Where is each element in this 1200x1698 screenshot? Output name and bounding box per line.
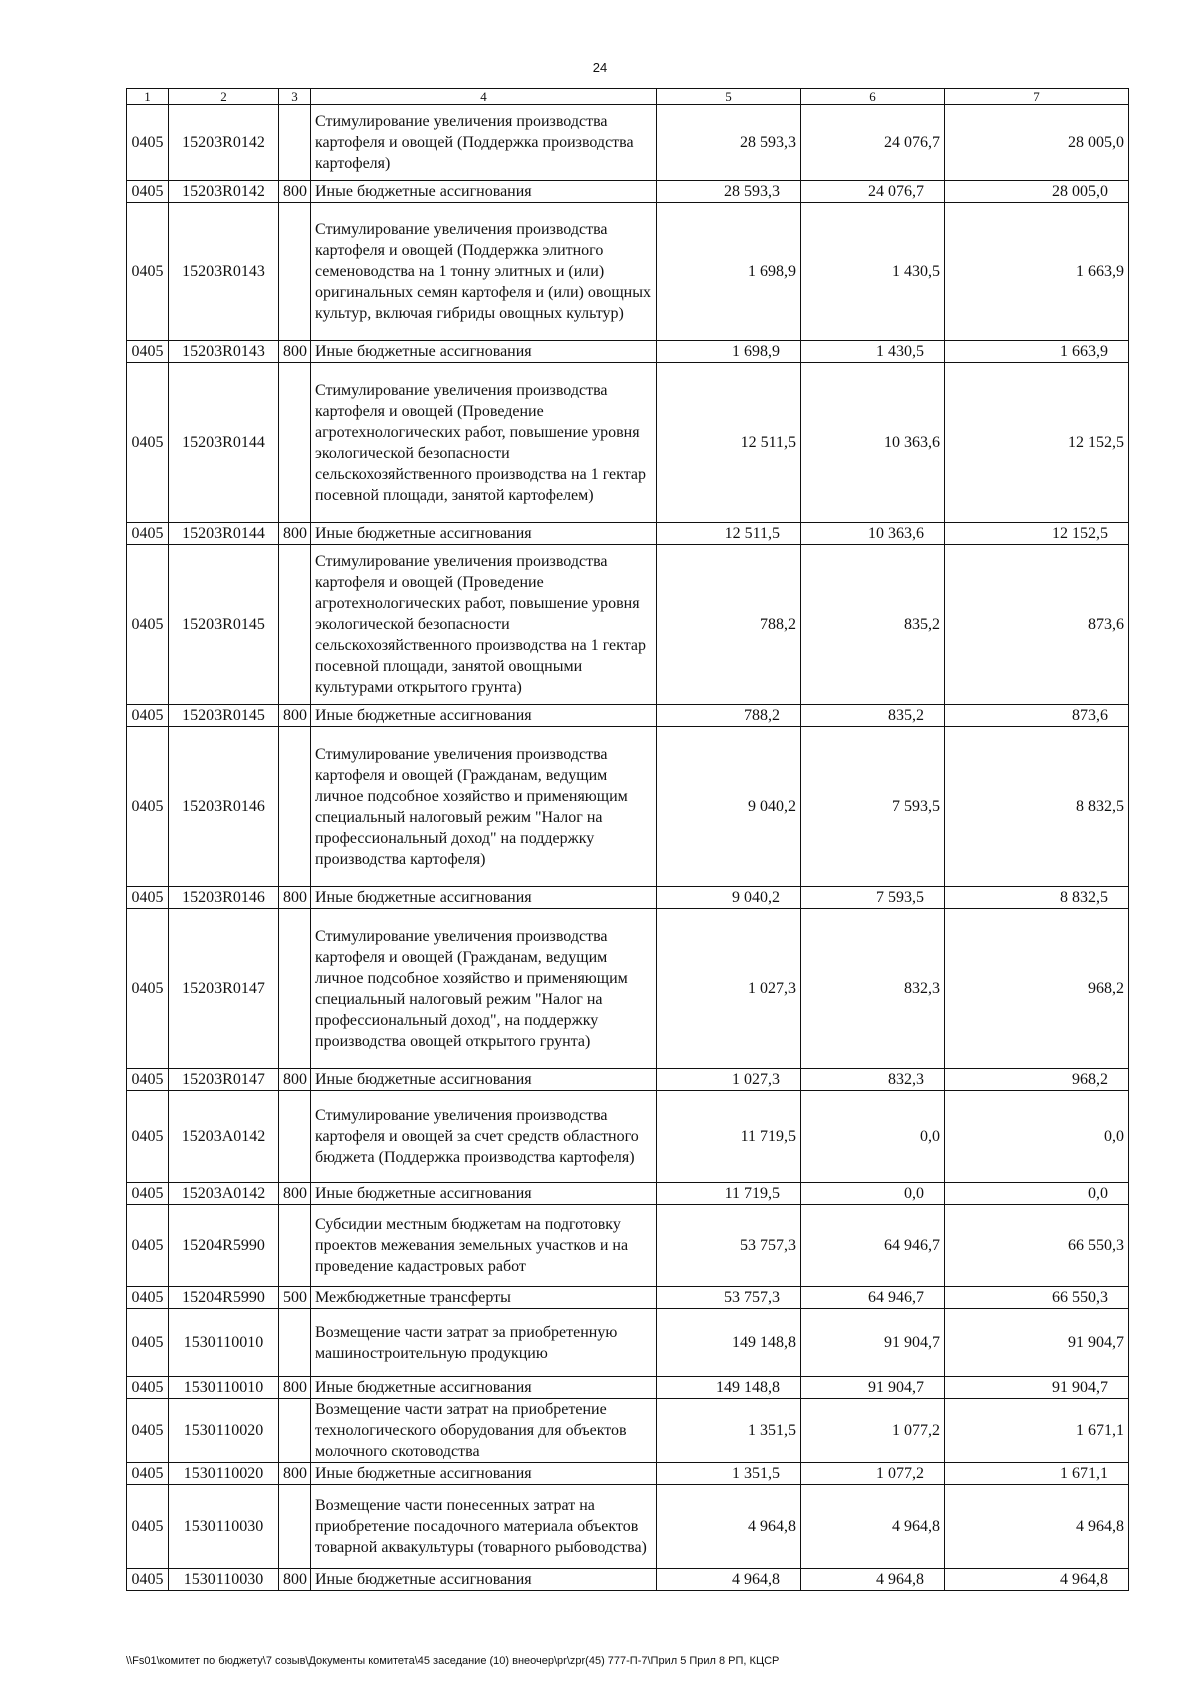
table-row: [127, 1287, 1129, 1309]
cell-expense-type: 800: [279, 1463, 311, 1485]
cell-value-col7: 8 832,5: [945, 727, 1129, 887]
table-row: [127, 341, 1129, 363]
cell-expense-type: [279, 1205, 311, 1287]
cell-value-col5: 1 027,3: [657, 909, 801, 1069]
cell-value-col6: 24 076,7: [801, 181, 945, 203]
cell-value-col6: 832,3: [801, 909, 945, 1069]
header-col-2: 2: [169, 89, 279, 105]
cell-section: 0405: [127, 545, 169, 705]
cell-value-col7: 66 550,3: [945, 1205, 1129, 1287]
cell-value-col7: 873,6: [945, 705, 1129, 727]
cell-value-col5: 28 593,3: [657, 105, 801, 181]
cell-value-col6: 835,2: [801, 705, 945, 727]
header-col-7: 7: [945, 89, 1129, 105]
cell-expense-type: 500: [279, 1287, 311, 1309]
table-row: [127, 1377, 1129, 1399]
cell-name: Возмещение части понесенных затрат на приобретение посадочного материала объектов товарной аквакультуры (товарного рыбоводства): [311, 1485, 657, 1569]
table-row: [127, 1485, 1129, 1569]
cell-value-col7: 8 832,5: [945, 887, 1129, 909]
cell-target-article: 15203R0142: [169, 105, 279, 181]
cell-section: 0405: [127, 203, 169, 341]
cell-target-article: 15203R0144: [169, 363, 279, 523]
table-row: [127, 545, 1129, 705]
cell-expense-type: [279, 1091, 311, 1183]
table-row: [127, 523, 1129, 545]
cell-expense-type: 800: [279, 705, 311, 727]
cell-value-col6: 64 946,7: [801, 1205, 945, 1287]
cell-name: Стимулирование увеличения производства картофеля и овощей (Гражданам, ведущим личное подсобное хозяйство и применяющим специальный налоговый режим "Налог на профессиональный доход", на поддержку производства овощей открытого грунта): [311, 909, 657, 1069]
cell-value-col7: 91 904,7: [945, 1377, 1129, 1399]
cell-value-col6: 64 946,7: [801, 1287, 945, 1309]
cell-name: Возмещение части затрат за приобретенную машиностроительную продукцию: [311, 1309, 657, 1377]
cell-value-col7: 4 964,8: [945, 1569, 1129, 1591]
cell-target-article: 15203R0142: [169, 181, 279, 203]
cell-value-col5: 1 698,9: [657, 341, 801, 363]
cell-name: Иные бюджетные ассигнования: [311, 1183, 657, 1205]
cell-value-col5: 4 964,8: [657, 1569, 801, 1591]
cell-value-col5: 11 719,5: [657, 1183, 801, 1205]
cell-value-col7: 4 964,8: [945, 1485, 1129, 1569]
cell-value-col7: 0,0: [945, 1091, 1129, 1183]
cell-target-article: 15203R0144: [169, 523, 279, 545]
cell-section: 0405: [127, 1091, 169, 1183]
cell-target-article: 15203R0147: [169, 909, 279, 1069]
table-row: [127, 181, 1129, 203]
cell-target-article: 1530110020: [169, 1399, 279, 1463]
cell-value-col6: 4 964,8: [801, 1569, 945, 1591]
cell-target-article: 15203R0146: [169, 887, 279, 909]
table-row: [127, 727, 1129, 887]
cell-expense-type: [279, 727, 311, 887]
cell-expense-type: [279, 545, 311, 705]
cell-target-article: 15203A0142: [169, 1183, 279, 1205]
cell-target-article: 1530110030: [169, 1569, 279, 1591]
cell-value-col7: 873,6: [945, 545, 1129, 705]
cell-section: 0405: [127, 1569, 169, 1591]
table-row: [127, 705, 1129, 727]
cell-name: Стимулирование увеличения производства картофеля и овощей (Поддержка производства картофеля): [311, 105, 657, 181]
cell-value-col5: 1 027,3: [657, 1069, 801, 1091]
cell-section: 0405: [127, 909, 169, 1069]
cell-value-col5: 12 511,5: [657, 363, 801, 523]
cell-name: Иные бюджетные ассигнования: [311, 1377, 657, 1399]
cell-name: Стимулирование увеличения производства картофеля и овощей (Проведение агротехнологических работ, повышение уровня экологической безопасности сельскохозяйственного производства на 1 гектар посевной площади, занятой картофелем): [311, 363, 657, 523]
cell-section: 0405: [127, 1069, 169, 1091]
cell-expense-type: 800: [279, 341, 311, 363]
cell-section: 0405: [127, 363, 169, 523]
cell-value-col5: 1 351,5: [657, 1463, 801, 1485]
cell-value-col7: 91 904,7: [945, 1309, 1129, 1377]
cell-expense-type: 800: [279, 1569, 311, 1591]
cell-target-article: 15204R5990: [169, 1205, 279, 1287]
cell-name: Иные бюджетные ассигнования: [311, 1069, 657, 1091]
cell-name: Иные бюджетные ассигнования: [311, 705, 657, 727]
cell-name: Иные бюджетные ассигнования: [311, 341, 657, 363]
cell-name: Возмещение части затрат на приобретение технологического оборудования для объектов молочного скотоводства: [311, 1399, 657, 1463]
cell-value-col6: 0,0: [801, 1091, 945, 1183]
cell-section: 0405: [127, 1399, 169, 1463]
cell-name: Стимулирование увеличения производства картофеля и овощей (Гражданам, ведущим личное подсобное хозяйство и применяющим специальный налоговый режим "Налог на профессиональный доход" на поддержку производства картофеля): [311, 727, 657, 887]
cell-expense-type: 800: [279, 523, 311, 545]
cell-value-col7: 12 152,5: [945, 523, 1129, 545]
cell-value-col6: 91 904,7: [801, 1377, 945, 1399]
table-row: [127, 1183, 1129, 1205]
cell-name: Иные бюджетные ассигнования: [311, 523, 657, 545]
cell-name: Стимулирование увеличения производства картофеля и овощей (Проведение агротехнологических работ, повышение уровня экологической безопасности сельскохозяйственного производства на 1 гектар посевной площади, занятой овощными культурами открытого грунта): [311, 545, 657, 705]
cell-value-col5: 53 757,3: [657, 1287, 801, 1309]
header-col-4: 4: [311, 89, 657, 105]
cell-value-col7: 12 152,5: [945, 363, 1129, 523]
cell-value-col6: 4 964,8: [801, 1485, 945, 1569]
cell-value-col7: 1 671,1: [945, 1463, 1129, 1485]
cell-value-col5: 149 148,8: [657, 1377, 801, 1399]
cell-target-article: 15203R0145: [169, 705, 279, 727]
cell-expense-type: 800: [279, 1069, 311, 1091]
footer-file-path: \\Fs01\комитет по бюджету\7 созыв\Документы комитета\45 заседание (10) внеочер\pr\zpr(45) 777-П-7\Прил 5 Прил 8 РП, КЦСР: [126, 1655, 780, 1667]
cell-target-article: 15203R0147: [169, 1069, 279, 1091]
cell-name: Иные бюджетные ассигнования: [311, 1463, 657, 1485]
cell-value-col6: 91 904,7: [801, 1309, 945, 1377]
cell-value-col6: 1 077,2: [801, 1463, 945, 1485]
cell-value-col5: 53 757,3: [657, 1205, 801, 1287]
cell-name: Субсидии местным бюджетам на подготовку проектов межевания земельных участков и на проведение кадастровых работ: [311, 1205, 657, 1287]
cell-value-col7: 1 663,9: [945, 203, 1129, 341]
header-col-5: 5: [657, 89, 801, 105]
cell-value-col7: 28 005,0: [945, 181, 1129, 203]
cell-value-col5: 4 964,8: [657, 1485, 801, 1569]
cell-name: Межбюджетные трансферты: [311, 1287, 657, 1309]
cell-section: 0405: [127, 1485, 169, 1569]
cell-section: 0405: [127, 705, 169, 727]
cell-value-col5: 1 351,5: [657, 1399, 801, 1463]
cell-value-col5: 9 040,2: [657, 887, 801, 909]
cell-expense-type: [279, 909, 311, 1069]
cell-name: Иные бюджетные ассигнования: [311, 887, 657, 909]
cell-section: 0405: [127, 1287, 169, 1309]
cell-value-col6: 0,0: [801, 1183, 945, 1205]
cell-section: 0405: [127, 523, 169, 545]
cell-expense-type: 800: [279, 1377, 311, 1399]
cell-value-col6: 835,2: [801, 545, 945, 705]
cell-value-col5: 11 719,5: [657, 1091, 801, 1183]
cell-section: 0405: [127, 1205, 169, 1287]
cell-section: 0405: [127, 181, 169, 203]
cell-value-col6: 1 430,5: [801, 203, 945, 341]
table-row: [127, 105, 1129, 181]
cell-target-article: 15204R5990: [169, 1287, 279, 1309]
cell-expense-type: 800: [279, 887, 311, 909]
cell-expense-type: [279, 1309, 311, 1377]
cell-expense-type: [279, 1399, 311, 1463]
budget-table: [126, 88, 1129, 1591]
cell-value-col7: 968,2: [945, 1069, 1129, 1091]
cell-value-col7: 0,0: [945, 1183, 1129, 1205]
cell-value-col7: 66 550,3: [945, 1287, 1129, 1309]
cell-value-col7: 1 663,9: [945, 341, 1129, 363]
cell-target-article: 15203R0143: [169, 341, 279, 363]
cell-name: Иные бюджетные ассигнования: [311, 181, 657, 203]
cell-section: 0405: [127, 105, 169, 181]
cell-section: 0405: [127, 1463, 169, 1485]
cell-value-col6: 7 593,5: [801, 727, 945, 887]
cell-value-col6: 1 077,2: [801, 1399, 945, 1463]
cell-expense-type: [279, 203, 311, 341]
cell-expense-type: 800: [279, 181, 311, 203]
cell-value-col5: 1 698,9: [657, 203, 801, 341]
cell-value-col6: 7 593,5: [801, 887, 945, 909]
cell-value-col5: 788,2: [657, 705, 801, 727]
page-number: 24: [592, 60, 608, 75]
table-row: [127, 1069, 1129, 1091]
cell-expense-type: [279, 1485, 311, 1569]
cell-expense-type: [279, 363, 311, 523]
table-row: [127, 1091, 1129, 1183]
cell-value-col5: 788,2: [657, 545, 801, 705]
cell-target-article: 1530110020: [169, 1463, 279, 1485]
header-col-3: 3: [279, 89, 311, 105]
cell-target-article: 1530110010: [169, 1309, 279, 1377]
cell-value-col6: 1 430,5: [801, 341, 945, 363]
cell-section: 0405: [127, 887, 169, 909]
cell-name: Стимулирование увеличения производства картофеля и овощей за счет средств областного бюджета (Поддержка производства картофеля): [311, 1091, 657, 1183]
header-col-1: 1: [127, 89, 169, 105]
cell-name: Стимулирование увеличения производства картофеля и овощей (Поддержка элитного семеноводства на 1 тонну элитных и (или) оригинальных семян картофеля и (или) овощных культур, включая гибриды овощных культур): [311, 203, 657, 341]
table-row: [127, 1463, 1129, 1485]
cell-section: 0405: [127, 1183, 169, 1205]
header-col-6: 6: [801, 89, 945, 105]
table-row: [127, 1205, 1129, 1287]
cell-target-article: 1530110010: [169, 1377, 279, 1399]
cell-section: 0405: [127, 1309, 169, 1377]
cell-value-col6: 10 363,6: [801, 523, 945, 545]
cell-target-article: 15203A0142: [169, 1091, 279, 1183]
cell-value-col6: 10 363,6: [801, 363, 945, 523]
cell-value-col6: 832,3: [801, 1069, 945, 1091]
cell-name: Иные бюджетные ассигнования: [311, 1569, 657, 1591]
table-row: [127, 363, 1129, 523]
table-header: [127, 89, 1129, 105]
cell-value-col7: 968,2: [945, 909, 1129, 1069]
table-row: [127, 887, 1129, 909]
cell-expense-type: [279, 105, 311, 181]
cell-section: 0405: [127, 1377, 169, 1399]
cell-value-col5: 9 040,2: [657, 727, 801, 887]
table-body: [127, 105, 1129, 1591]
cell-target-article: 15203R0143: [169, 203, 279, 341]
cell-value-col6: 24 076,7: [801, 105, 945, 181]
cell-section: 0405: [127, 727, 169, 887]
cell-value-col7: 1 671,1: [945, 1399, 1129, 1463]
header-row: [127, 89, 1129, 105]
cell-target-article: 15203R0145: [169, 545, 279, 705]
table-row: [127, 909, 1129, 1069]
cell-value-col5: 12 511,5: [657, 523, 801, 545]
cell-value-col7: 28 005,0: [945, 105, 1129, 181]
table-row: [127, 1309, 1129, 1377]
cell-section: 0405: [127, 341, 169, 363]
table-row: [127, 1399, 1129, 1463]
table-row: [127, 1569, 1129, 1591]
table-row: [127, 203, 1129, 341]
cell-value-col5: 149 148,8: [657, 1309, 801, 1377]
cell-target-article: 15203R0146: [169, 727, 279, 887]
cell-expense-type: 800: [279, 1183, 311, 1205]
cell-value-col5: 28 593,3: [657, 181, 801, 203]
cell-target-article: 1530110030: [169, 1485, 279, 1569]
